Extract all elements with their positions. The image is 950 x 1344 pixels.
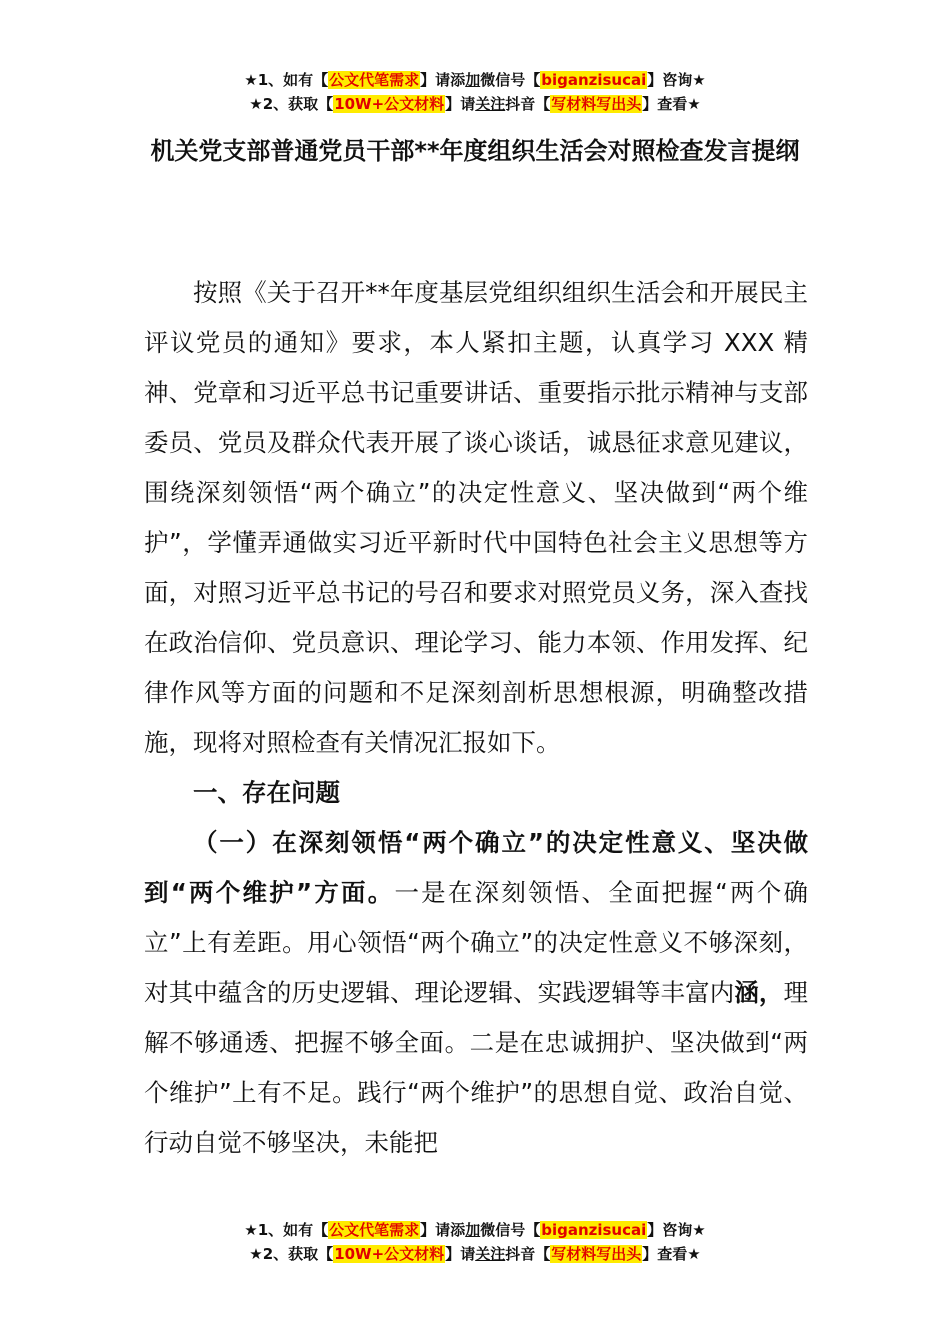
banner-text: ★2、获取【 bbox=[249, 95, 334, 113]
document-body bbox=[144, 268, 808, 1168]
banner-line-1 bbox=[0, 1218, 950, 1242]
banner-text: ★2、获取【 bbox=[249, 1245, 334, 1263]
banner-text: 】请添 bbox=[420, 1221, 466, 1239]
banner-wechat-id: biganzisucai bbox=[541, 1221, 647, 1239]
subsection-text-bold: 涵， bbox=[734, 978, 784, 1007]
banner-text: 微信号【 bbox=[480, 1221, 541, 1239]
banner-douyin-name: 写材料写出头 bbox=[551, 1245, 642, 1263]
intro-paragraph: 按照《关于召开**年度基层党组织组织生活会和开展民主评议党员的通知》要求，本人紧扣主题，认真学习 XXX 精神、党章和习近平总书记重要讲话、重要指示批示精神与支部委员、党员及群众代表开展了谈心谈话，诚恳征求意见建议，围绕深刻领悟“两个确立”的决定性意义、坚决做到“两个维护”，学懂弄通做实习近平新时代中国特色社会主义思想等方面，对照习近平总书记的号召和要求对照党员义务，深入查找在政治信仰、党员意识、理论学习、能力本领、作用发挥、纪律作风等方面的问题和不足深刻剖析思想根源，明确整改措施，现将对照检查有关情况汇报如下。 bbox=[144, 278, 808, 757]
header-banner bbox=[0, 68, 950, 116]
banner-highlight: 公文代笔需求 bbox=[329, 1221, 420, 1239]
footer-banner bbox=[0, 1218, 950, 1266]
section-heading: 一、存在问题 bbox=[193, 778, 340, 807]
banner-highlight: 10W+公文材料 bbox=[334, 1245, 445, 1263]
subsection-heading: （一）在深刻领悟“两个确立”的决定性意义、坚决做到“两个维护”方面。 bbox=[144, 828, 808, 907]
banner-underlined: 加 bbox=[465, 71, 481, 89]
banner-text: 】查看★ bbox=[642, 95, 701, 113]
banner-text: ★1、如有【 bbox=[244, 71, 329, 89]
banner-line-2 bbox=[0, 92, 950, 116]
banner-text: 】查看★ bbox=[642, 1245, 701, 1263]
subsection-text: 理解不够通透、把握不够全面。二是在忠诚拥护、坚决做到“两个维护”上有不足。践行“两个维护”的思想自觉、政治自觉、行动自觉不够坚决，未能把 bbox=[144, 978, 809, 1157]
banner-text: 】咨询★ bbox=[647, 71, 706, 89]
subsection-paragraph bbox=[144, 818, 808, 1168]
banner-text: 】请 bbox=[445, 95, 476, 113]
subsection-text: 一是在深刻领悟、全面把握“两个确立”上有差距。用心领悟“两个确立”的决定性意义不够深刻，对其中蕴含的历史逻辑、理论逻辑、实践逻辑等丰富内 bbox=[144, 878, 808, 1007]
banner-text: ★1、如有【 bbox=[244, 1221, 329, 1239]
banner-underlined: 加 bbox=[465, 1221, 481, 1239]
banner-text: 抖音【 bbox=[505, 1245, 551, 1263]
banner-highlight: 10W+公文材料 bbox=[334, 95, 445, 113]
banner-text: 】咨询★ bbox=[647, 1221, 706, 1239]
banner-underlined: 关注 bbox=[475, 1245, 506, 1263]
banner-text: 微信号【 bbox=[480, 71, 541, 89]
banner-text: 】请 bbox=[445, 1245, 476, 1263]
banner-text: 抖音【 bbox=[505, 95, 551, 113]
banner-line-1 bbox=[0, 68, 950, 92]
banner-underlined: 关注 bbox=[475, 95, 506, 113]
banner-highlight: 公文代笔需求 bbox=[329, 71, 420, 89]
banner-line-2 bbox=[0, 1242, 950, 1266]
banner-wechat-id: biganzisucai bbox=[541, 71, 647, 89]
banner-text: 】请添 bbox=[420, 71, 466, 89]
banner-douyin-name: 写材料写出头 bbox=[551, 95, 642, 113]
document-title: 机关党支部普通党员干部**年度组织生活会对照检查发言提纲 bbox=[150, 137, 800, 165]
